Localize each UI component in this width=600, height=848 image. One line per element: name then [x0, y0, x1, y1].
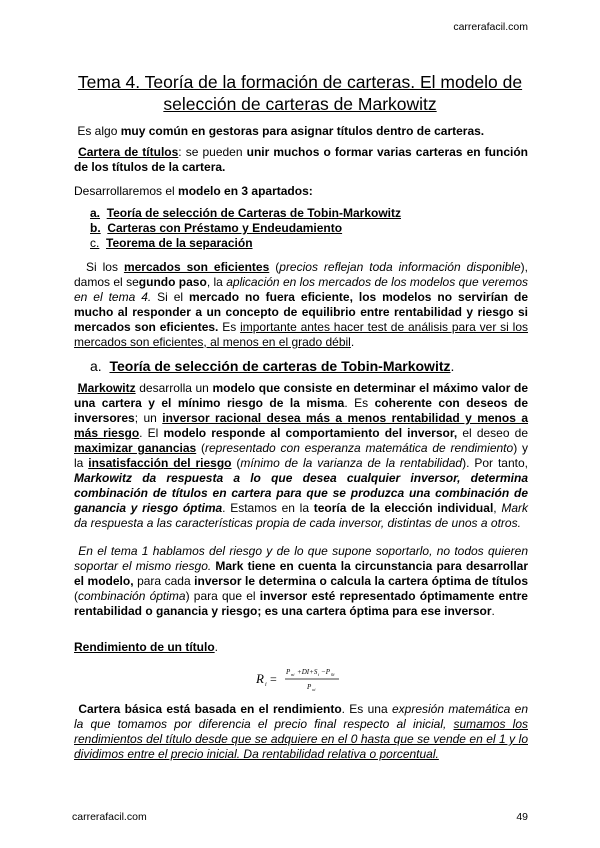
formula-den: P [307, 683, 312, 691]
header-site: carrerafacil.com [453, 21, 528, 33]
section-a-heading: a. Teoría de selección de carteras de Tobin-Markowitz. [90, 358, 455, 374]
formula-num-a-sub: ni [291, 672, 295, 677]
topic-item: a. Teoría de selección de Carteras de Tobin-Markowitz [90, 206, 401, 220]
rendimiento-heading: Rendimiento de un título. [74, 640, 218, 654]
topic-item: c. Teorema de la separación [90, 236, 253, 250]
formula-num-a: P [286, 668, 291, 676]
rendimiento-formula [256, 661, 376, 697]
cartera-paragraph: Cartera de títulos: se pueden unir muchos o formar varias carteras en función de los títulos de la cartera. [74, 145, 528, 174]
tema1-paragraph: En el tema 1 hablamos del riesgo y de lo que supone soportarlo, no todos quieren soportar el mismo riesgo. Mark tiene en cuenta la circunstancia para desarrollar el modelo, para cada inversor le determina o calcula la cartera óptima de títulos (combinación óptima) para que el inversor esté representado óptimamente entre rentabilidad o ganancia y riesgo; es una cartera óptima para ese inversor. [74, 544, 529, 618]
topic-item: b. Carteras con Préstamo y Endeudamiento [90, 221, 343, 235]
mercados-paragraph: Si los mercados son eficientes (precios reflejan toda información disponible), damos el segundo paso, la aplicación en los mercados de los modelos que veremos en el tema 4. Si el mercado no fuera eficiente, los modelos no servirían de mucho al responder a un concepto de equilibrio entre rentabilidad y riesgo si mercados son eficientes. Es importante antes hacer test de análisis para ver si los mercados son eficientes, al menos en el grado débil. [74, 260, 529, 349]
formula-num-b-sub: i [318, 672, 320, 677]
desarrollo-paragraph: Desarrollaremos el modelo en 3 apartados: [74, 184, 313, 198]
page-title: Tema 4. Teoría de la formación de carteras. El modelo de selección de carteras de Markowitz [77, 72, 523, 114]
topic-list [72, 206, 401, 251]
markowitz-paragraph: Markowitz desarrolla un modelo que consiste en determinar el máximo valor de una cartera y el mínimo riesgo de la misma. Es coherente con deseos de inversores; un inversor racional desea más a menos rentabilidad y menos a más riesgo. El modelo responde al comportamiento del inversor, el deseo de maximizar ganancias (representado con esperanza matemática de rendimiento) y la insatisfacción del riesgo (mínimo de la varianza de la rentabilidad). Por tanto, Markowitz da respuesta a lo que desea cualquier inversor, determina combinación de títulos en cartera para que se produzca una combinación de ganancia y riesgo óptima. Estamos en la teoría de la elección individual, Mark da respuesta a las características propia de cada inversor, distintas de unos a otros. [74, 381, 529, 530]
formula-lhs-sub: i [265, 682, 267, 688]
footer-site: carrerafacil.com [72, 811, 147, 823]
basica-paragraph: Cartera básica está basada en el rendimiento. Es una expresión matemática en la que tomamos por diferencia el precio final respecto al inicial, sumamos los rendimientos del título desde que se adquiere en el 0 hasta que se vende en el 1 y lo dividimos entre el precio inicial. Da rentabilidad relativa o porcentual. [74, 702, 529, 761]
formula-num-c: −P [321, 668, 330, 676]
intro-paragraph: Es algo muy común en gestoras para asignar títulos dentro de carteras. [77, 124, 485, 138]
formula-den-sub: oi [312, 687, 316, 692]
formula-num-b: +DI+S [297, 668, 318, 676]
formula-num-c-sub: 0i [331, 672, 335, 677]
svg-text:=: = [270, 672, 277, 686]
formula-lhs: R [256, 671, 264, 686]
page-number: 49 [516, 811, 528, 823]
